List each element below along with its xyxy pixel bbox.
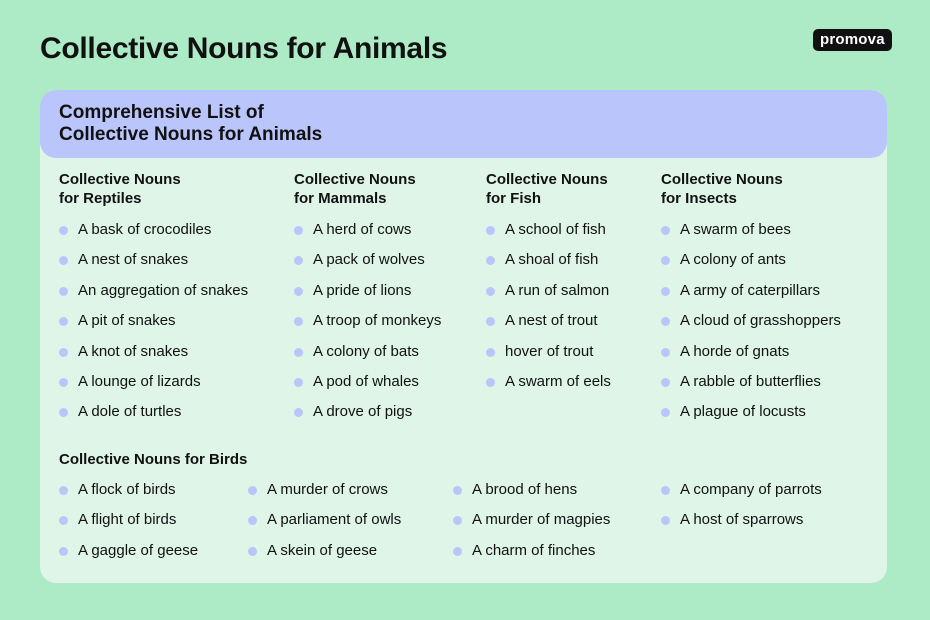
category-mammals: [294, 170, 441, 433]
list-item: A murder of magpies: [453, 510, 610, 540]
birds-column-2: [248, 480, 401, 571]
category-heading: Collective Nouns for Fish: [486, 171, 608, 207]
list-item: A colony of bats: [294, 342, 441, 372]
list-item: A murder of crows: [248, 480, 401, 510]
list-item: A drove of pigs: [294, 402, 441, 432]
birds-column-4: [661, 480, 822, 541]
list-item: A company of parrots: [661, 480, 822, 510]
list-item: A school of fish: [486, 220, 611, 250]
category-reptiles: [59, 170, 248, 433]
category-list: [486, 220, 611, 402]
list-item: A flight of birds: [59, 510, 198, 540]
panel-header: [40, 90, 887, 158]
list-item: A rabble of butterflies: [661, 372, 841, 402]
list-item: A brood of hens: [453, 480, 610, 510]
list-item: A swarm of eels: [486, 372, 611, 402]
list-item: An aggregation of snakes: [59, 281, 248, 311]
list-item: A army of caterpillars: [661, 281, 841, 311]
list-item: A colony of ants: [661, 250, 841, 280]
category-heading: Collective Nouns for Insects: [661, 171, 783, 207]
list-item: A gaggle of geese: [59, 541, 198, 571]
category-insects: [661, 170, 841, 433]
page-title: Collective Nouns for Animals: [40, 32, 448, 65]
list-item: A troop of monkeys: [294, 311, 441, 341]
promova-logo: promova: [813, 29, 892, 51]
list-item: A horde of gnats: [661, 342, 841, 372]
list-item: A swarm of bees: [661, 220, 841, 250]
list-item: A bask of crocodiles: [59, 220, 248, 250]
birds-list: [59, 480, 198, 571]
birds-heading: Collective Nouns for Birds: [59, 451, 248, 468]
list-item: A herd of cows: [294, 220, 441, 250]
list-item: hover of trout: [486, 342, 611, 372]
category-fish: [486, 170, 611, 402]
birds-list: [661, 480, 822, 541]
list-item: A dole of turtles: [59, 402, 248, 432]
list-item: A run of salmon: [486, 281, 611, 311]
list-item: A lounge of lizards: [59, 372, 248, 402]
birds-column-3: [453, 480, 610, 571]
list-item: A cloud of grasshoppers: [661, 311, 841, 341]
birds-column-1: [59, 480, 198, 571]
birds-list: [248, 480, 401, 571]
category-heading: Collective Nouns for Mammals: [294, 171, 416, 207]
list-item: A nest of snakes: [59, 250, 248, 280]
category-list: [294, 220, 441, 433]
list-item: A pit of snakes: [59, 311, 248, 341]
list-item: A charm of finches: [453, 541, 610, 571]
category-heading: Collective Nouns for Reptiles: [59, 171, 181, 207]
panel-heading: Comprehensive List of Collective Nouns for Animals: [59, 102, 323, 145]
list-item: A parliament of owls: [248, 510, 401, 540]
list-item: A skein of geese: [248, 541, 401, 571]
list-item: A shoal of fish: [486, 250, 611, 280]
list-item: A pack of wolves: [294, 250, 441, 280]
list-item: A knot of snakes: [59, 342, 248, 372]
birds-list: [453, 480, 610, 571]
list-item: A plague of locusts: [661, 402, 841, 432]
list-item: A pod of whales: [294, 372, 441, 402]
list-item: A host of sparrows: [661, 510, 822, 540]
category-list: [59, 220, 248, 433]
list-item: A nest of trout: [486, 311, 611, 341]
list-item: A pride of lions: [294, 281, 441, 311]
category-list: [661, 220, 841, 433]
list-item: A flock of birds: [59, 480, 198, 510]
